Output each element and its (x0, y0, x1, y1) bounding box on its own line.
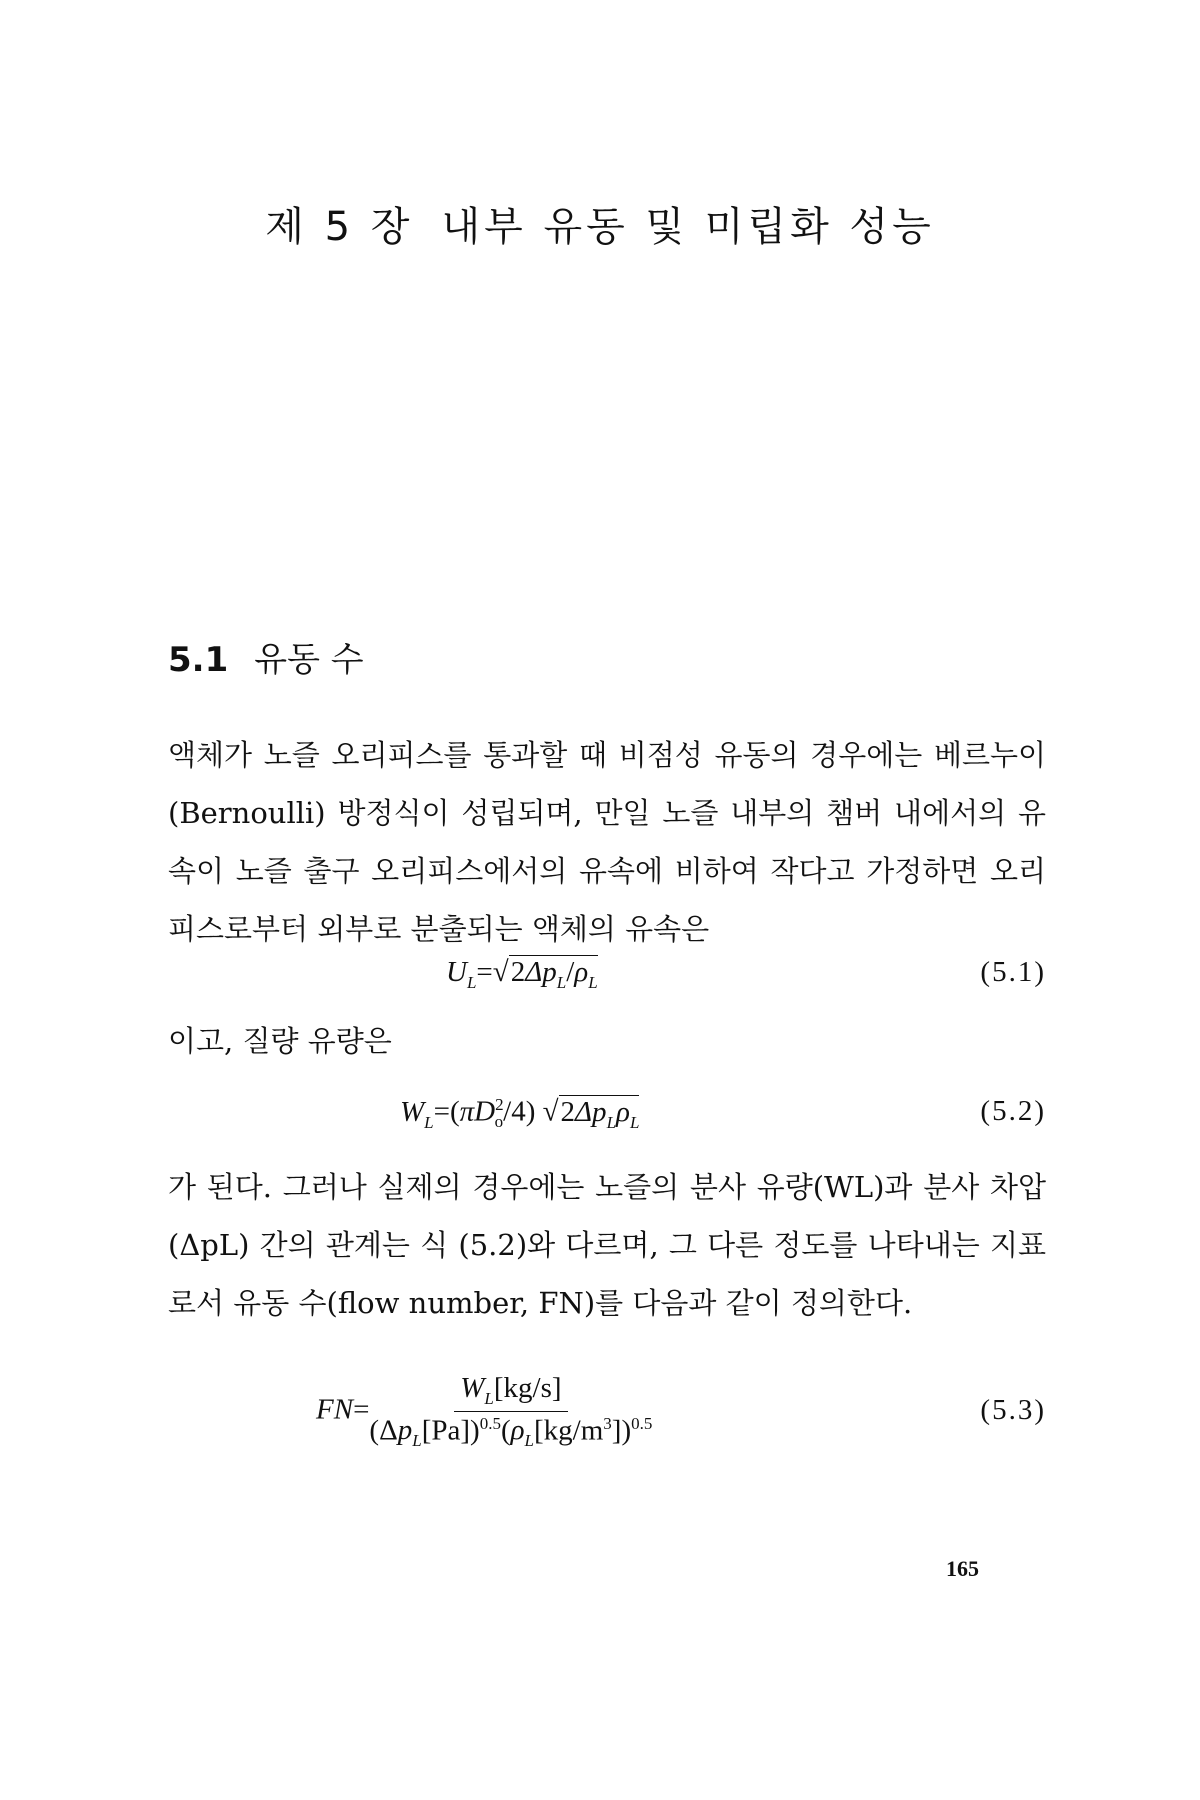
chapter-number: 제 5 장 (265, 204, 414, 250)
section-title: 유동 수 (254, 640, 364, 680)
equation-5-1 (168, 956, 1046, 1006)
chapter-title (0, 195, 1200, 252)
equation-5-2 (168, 1095, 1046, 1145)
page-number: 165 (946, 1556, 979, 1581)
equation-5-2-number: (5.2) (980, 1095, 1046, 1127)
equation-5-1-number: (5.1) (980, 956, 1046, 988)
equation-5-3-formula: FN= $\frac{W_L[kg/s]}{(\Delta p_L[Pa])^{0.5}(\rho_L[kg/m^3])^{0.5}}$ (316, 1372, 653, 1451)
paragraph-flow-number: 가 된다. 그러나 실제의 경우에는 노즐의 분사 유량(WL)과 분사 차압(ΔpL) 간의 관계는 식 (5.2)와 다르며, 그 다른 정도를 나타내는 지표로서 유동 수(flow number, FN)를 다음과 같이 정의한다. (168, 1170, 1046, 1320)
chapter-title-text: 내부 유동 및 미립화 성능 (441, 204, 935, 250)
section-heading (168, 632, 364, 681)
equation-5-2-formula: $W_L=(\pi D^2_o/4)$ $√2\Delta p_L\rho_L$ (400, 1095, 640, 1132)
equation-5-3-number: (5.3) (980, 1394, 1046, 1426)
paragraph-mass-flow: 이고, 질량 유량은 (168, 1024, 392, 1058)
equation-5-3 (168, 1372, 1046, 1452)
section-number: 5.1 (168, 640, 229, 680)
equation-5-1-formula: $U_L=√2\Delta p_L/\rho_L$ (446, 956, 598, 992)
paragraph-bernoulli: 액체가 노즐 오리피스를 통과할 때 비점성 유동의 경우에는 베르누이(Bernoulli) 방정식이 성립되며, 만일 노즐 내부의 챔버 내에서의 유속이 노즐 출구 오리피스에서의 유속에 비하여 작다고 가정하면 오리피스로부터 외부로 분출되는 액체의 유속은 (168, 738, 1046, 946)
